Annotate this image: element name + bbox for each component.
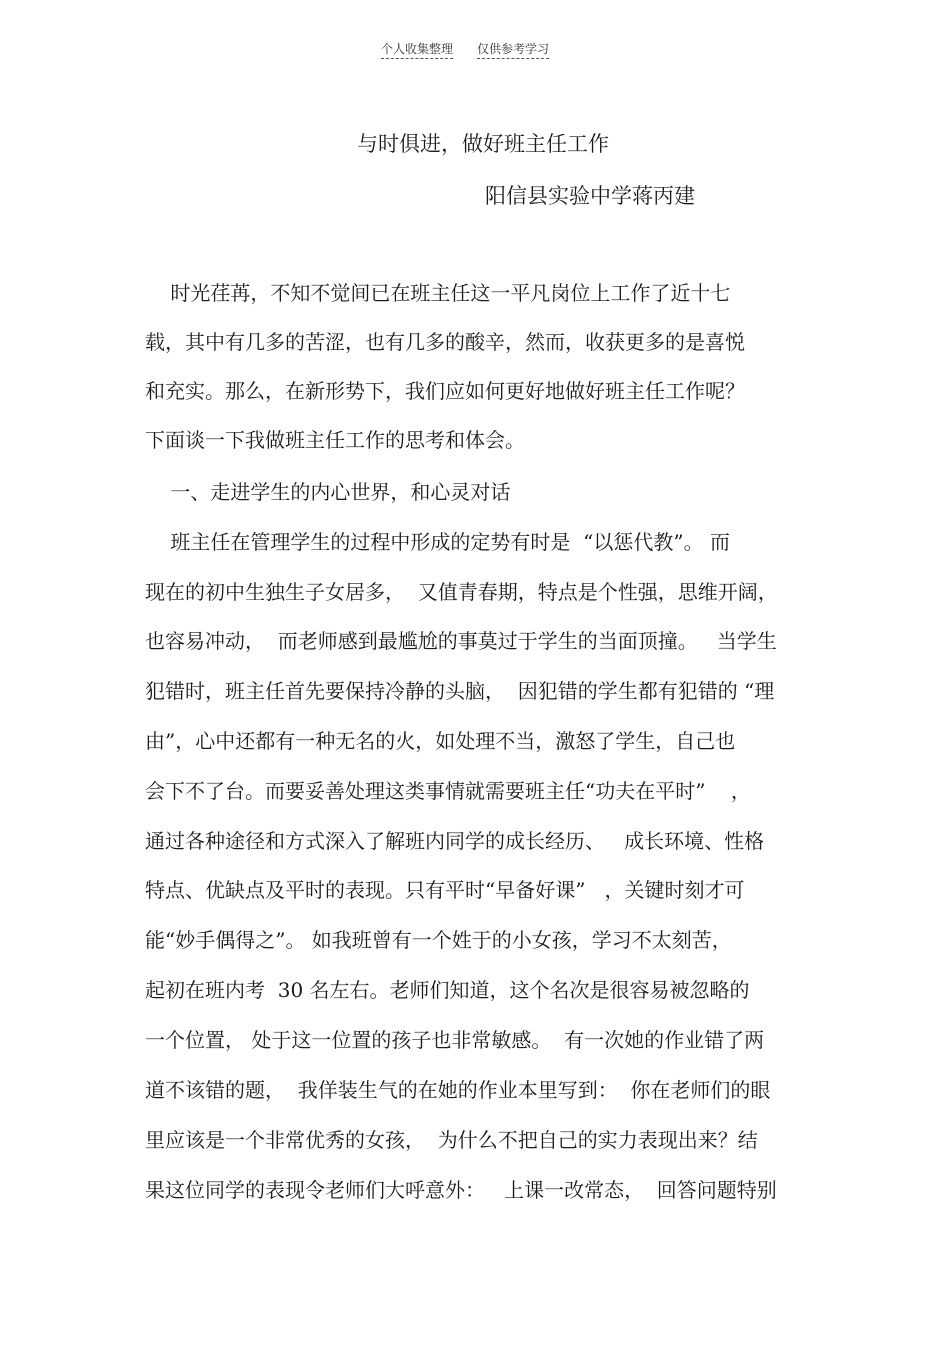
body-line: 特点、优缺点及平时的表现。只有平时“早备好课” ，关键时刻才可 [145,878,745,902]
body-line: 果这位同学的表现令老师们大呼意外： 上课一改常态， 回答问题特别 [145,1178,777,1202]
body-line: 现在的初中生独生子女居多， 又值青春期，特点是个性强，思维开阔， [145,580,778,604]
header-right-text: 仅供参考学习 [477,42,549,59]
body-line: 载，其中有几多的苦涩，也有几多的酸辛，然而，收获更多的是喜悦 [145,330,745,354]
body-line: 能“妙手偶得之”。 如我班曾有一个姓于的小女孩，学习不太刻苦， [145,928,732,952]
body-line: 会下不了台。而要妥善处理这类事情就需要班主任“功夫在平时” ， [145,779,751,803]
body-line: 通过各种途径和方式深入了解班内同学的成长经历、 成长环境、性格 [145,829,765,853]
page-header [381,40,549,57]
section-heading: 一、走进学生的内心世界，和心灵对话 [145,480,511,504]
body-line: 也容易冲动， 而老师感到最尴尬的事莫过于学生的当面顶撞。 当学生 [145,629,777,653]
document-author: 阳信县实验中学蒋丙建 [485,184,695,208]
body-line: 道不该错的题， 我佯装生气的在她的作业本里写到： 你在老师们的眼 [145,1078,771,1102]
document-title: 与时俱进，做好班主任工作 [357,132,609,156]
body-line: 一个位置， 处于这一位置的孩子也非常敏感。 有一次她的作业错了两 [145,1028,765,1052]
body-line: 班主任在管理学生的过程中形成的定势有时是 “以惩代教”。 而 [145,530,730,554]
body-line: 犯错时，班主任首先要保持冷静的头脑， 因犯错的学生都有犯错的 “理 [145,679,775,703]
body-line: 和充实。那么，在新形势下，我们应如何更好地做好班主任工作呢？ [145,379,745,403]
body-line: 里应该是一个非常优秀的女孩， 为什么不把自己的实力表现出来？结 [145,1128,758,1152]
body-line: 由”，心中还都有一种无名的火，如处理不当，激怒了学生，自己也 [145,729,736,753]
header-left-text: 个人收集整理 [381,42,453,59]
body-line: 起初在班内考 30 名左右。老师们知道，这个名次是很容易被忽略的 [145,978,750,1002]
body-line: 时光荏苒，不知不觉间已在班主任这一平凡岗位上工作了近十七 [145,281,731,305]
body-line: 下面谈一下我做班主任工作的思考和体会。 [145,428,525,452]
